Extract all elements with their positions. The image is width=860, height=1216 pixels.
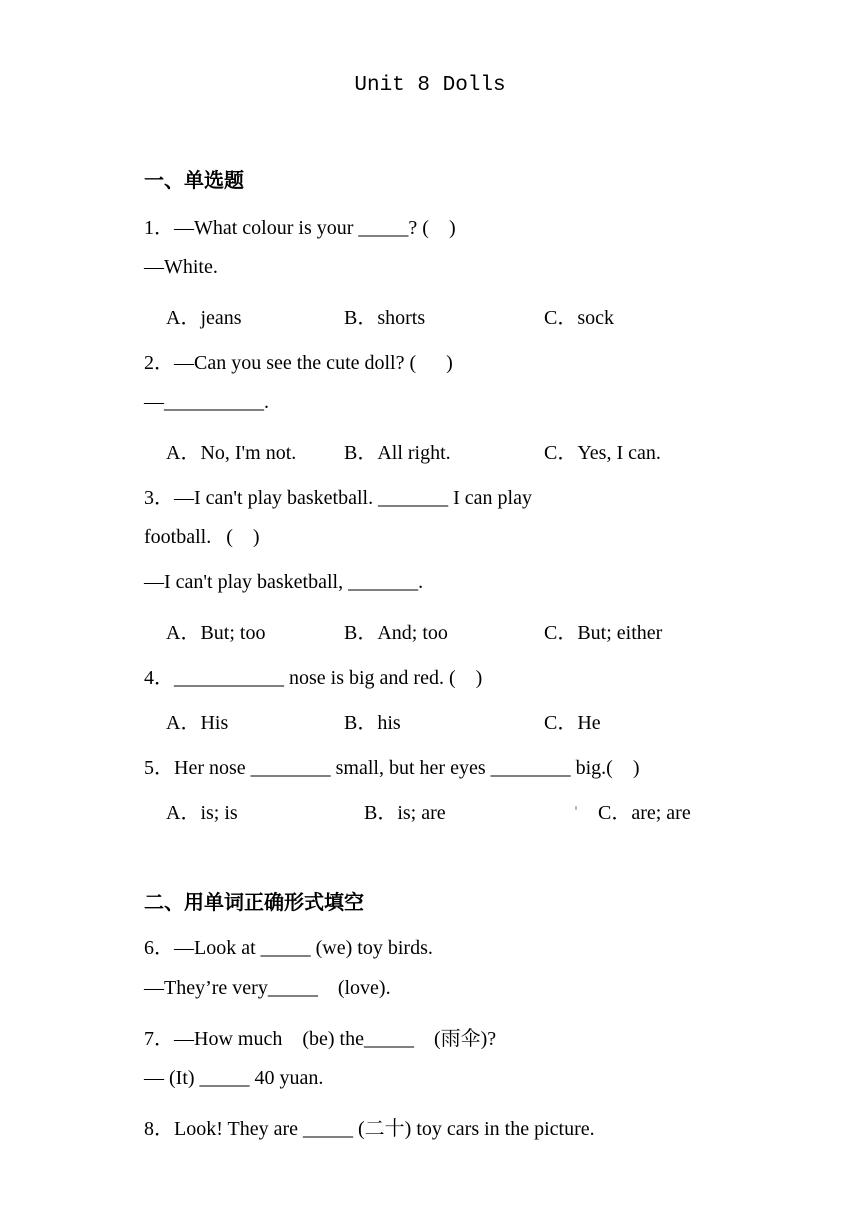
stray-mark (575, 806, 577, 810)
option-c[interactable]: C．He (544, 712, 601, 734)
option-a[interactable]: A．No, I'm not. (166, 442, 297, 464)
question-6-answer-line: —They’re very_____ (love). (144, 977, 391, 999)
question-3-text-continued: football. ( ) (144, 526, 260, 548)
question-8-text: 8．Look! They are _____ (二十) toy cars in the picture. (144, 1118, 595, 1140)
option-b[interactable]: B．All right. (344, 442, 451, 464)
section-heading-fill-in: 二、用单词正确形式填空 (144, 890, 364, 914)
option-a[interactable]: A．His (166, 712, 229, 734)
option-c[interactable]: C．But; either (544, 622, 663, 644)
option-c[interactable]: C．sock (544, 307, 614, 329)
question-4-text: 4．___________ nose is big and red. ( ) (144, 667, 483, 689)
question-5-text: 5．Her nose ________ small, but her eyes ________ big.( ) (144, 757, 640, 779)
question-1-answer-line: —White. (144, 256, 218, 278)
option-b[interactable]: B．And; too (344, 622, 448, 644)
question-4-options (0, 706, 860, 732)
question-3-answer-line: —I can't play basketball, _______. (144, 571, 424, 593)
question-6-text: 6．—Look at _____ (we) toy birds. (144, 937, 433, 959)
option-c[interactable]: C．are; are (598, 802, 691, 824)
page-title: Unit 8 Dolls (354, 74, 506, 97)
question-1-options (0, 301, 860, 327)
option-a[interactable]: A．jeans (166, 307, 242, 329)
question-2-text: 2．—Can you see the cute doll? ( ) (144, 352, 453, 374)
option-a[interactable]: A．is; is (166, 802, 238, 824)
option-b[interactable]: B．is; are (364, 802, 446, 824)
option-b[interactable]: B．his (344, 712, 401, 734)
question-2-options (0, 436, 860, 462)
question-5-options (0, 796, 860, 822)
section-heading-single-choice: 一、单选题 (144, 168, 244, 192)
question-3-text: 3．—I can't play basketball. _______ I can play (144, 487, 532, 509)
question-3-options (0, 616, 860, 642)
question-2-answer-line: —__________. (144, 391, 269, 413)
question-7-text: 7．—How much (be) the_____ (雨伞)? (144, 1028, 497, 1050)
question-7-answer-line: — (It) _____ 40 yuan. (144, 1067, 324, 1089)
option-a[interactable]: A．But; too (166, 622, 266, 644)
option-b[interactable]: B．shorts (344, 307, 426, 329)
question-1-text: 1．—What colour is your _____? ( ) (144, 217, 456, 239)
option-c[interactable]: C．Yes, I can. (544, 442, 661, 464)
